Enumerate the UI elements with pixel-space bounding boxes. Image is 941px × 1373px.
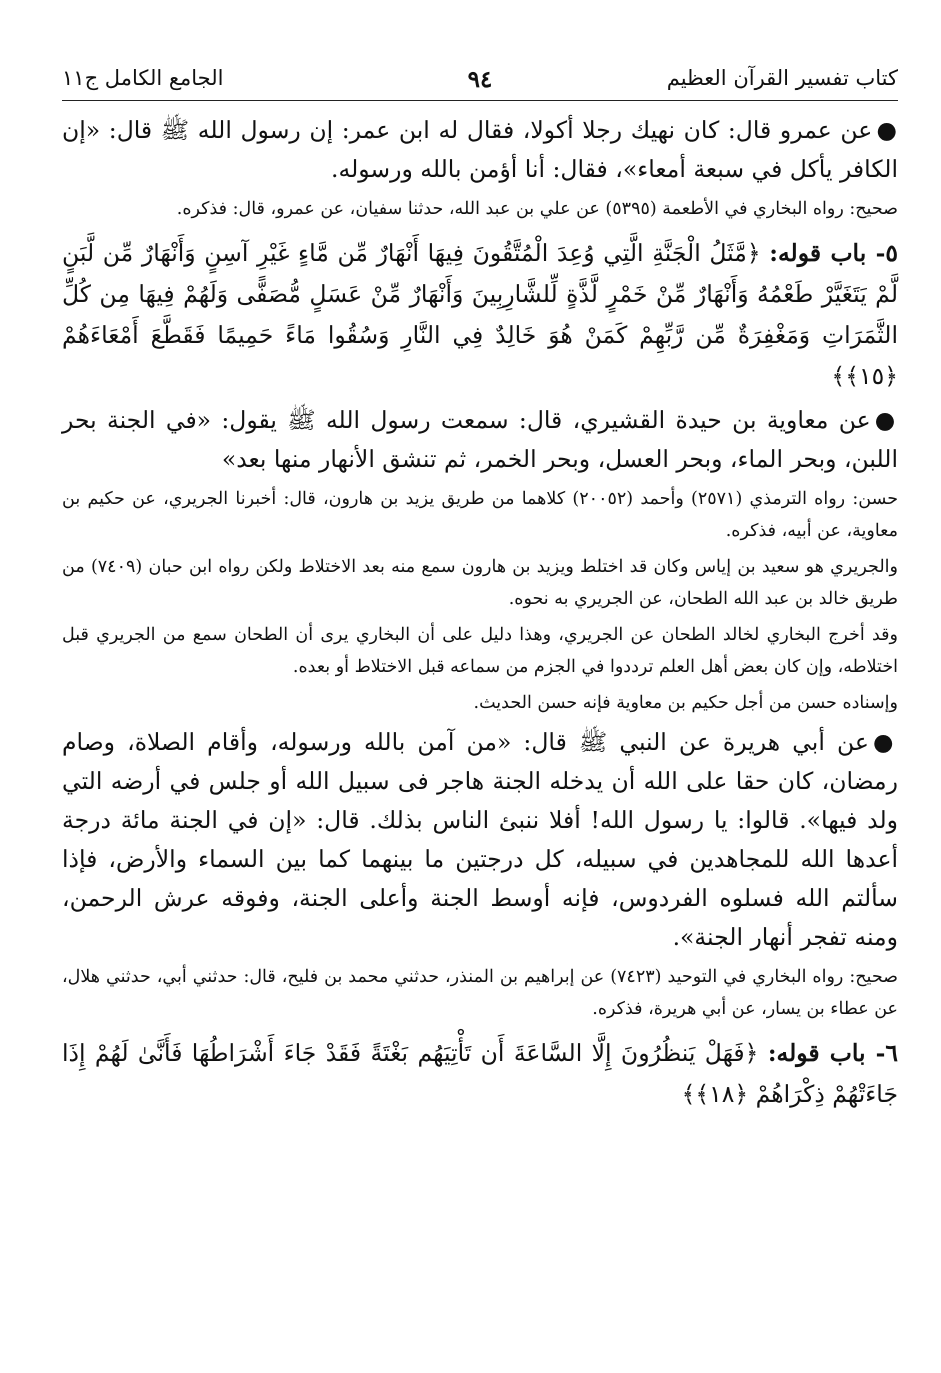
chapter-6-verse: ﴿فَهَلْ يَنظُرُونَ إِلَّا السَّاعَةَ أَن تَأْتِيَهُم بَغْتَةً فَقَدْ جَاءَ أَشْرَاطُهَا فَأَنَّىٰ لَهُمْ إِذَا جَاءَتْهُمْ ذِكْرَاهُمْ ﴿١٨﴾﴾ [62,1039,898,1108]
bullet-icon: ● [872,728,898,756]
page-number: ٩٤ [467,66,493,93]
hadith-2-text: عن معاوية بن حيدة القشيري، قال: سمعت رسول الله ﷺ يقول: «في الجنة بحر اللبن، وبحر الماء، وبحر العسل، وبحر الخمر، ثم تنشق الأنهار منها بعد» [62,406,898,473]
chapter-5-verse: ﴿مَّثَلُ الْجَنَّةِ الَّتِي وُعِدَ الْمُتَّقُونَ فِيهَا أَنْهَارٌ مِّن مَّاءٍ غَيْرِ آسِنٍ وَأَنْهَارٌ مِّن لَّبَنٍ لَّمْ يَتَغَيَّرْ طَعْمُهُ وَأَنْهَارٌ مِّنْ خَمْرٍ لَّذَّةٍ لِّلشَّارِبِينَ وَأَنْهَارٌ مِّنْ عَسَلٍ مُّصَفًّى وَلَهُمْ فِيهَا مِن كُلِّ الثَّمَرَاتِ وَمَغْفِرَةٌ مِّن رَّبِّهِمْ كَمَنْ هُوَ خَالِدٌ فِي النَّارِ وَسُقُوا مَاءً حَمِيمًا فَقَطَّعَ أَمْعَاءَهُمْ ﴿١٥﴾﴾ [62,239,898,390]
page-header [62,60,898,101]
hadith-3-text: عن أبي هريرة عن النبي ﷺ قال: «من آمن بالله ورسوله، وأقام الصلاة، وصام رمضان، كان حقا على الله أن يدخله الجنة هاجر فى سبيل الله أو جلس في أرضه التي ولد فيها». قالوا: يا رسول الله! أفلا ننبئ الناس بذلك. قال: «إن في الجنة مائة درجة أعدها الله للمجاهدين في سبيله، كل درجتين ما بينهما كما بين السماء والأرض، فإذا سألتم الله فسلوه الفردوس، فإنه أوسط الجنة وأعلى الجنة، وفوقه عرش الرحمن، ومنه تفجر أنهار الجنة». [62,728,898,951]
chapter-5-label: ٥- باب قوله: [769,239,898,267]
book-page [62,60,898,1115]
hadith-1 [62,111,898,189]
chapter-6 [62,1033,898,1115]
takhrij-3: والجريري هو سعيد بن إياس وكان قد اختلط ويزيد بن هارون سمع منه بعد الاختلاط ولكن رواه ابن حبان (٧٤٠٩) من طريق خالد بن عبد الله الطحان، عن الجريري به نحوه. [62,557,898,609]
takhrij-6: صحيح: رواه البخاري في التوحيد (٧٤٢٣) عن إبراهيم بن المنذر، حدثني محمد بن فليح، قال: حدثني أبي، حدثني هلال، عن عطاء بن يسار، عن أبي هريرة، فذكره. [62,967,898,1019]
hadith-2 [62,401,898,479]
hadith-3 [62,723,898,957]
chapter-6-label: ٦- باب قوله: [767,1039,899,1067]
bullet-icon: ● [876,116,898,144]
takhrij-1: صحيح: رواه البخاري في الأطعمة (٥٣٩٥) عن علي بن عبد الله، حدثنا سفيان، عن عمرو، قال: فذكره. [176,199,898,219]
volume-label: الجامع الكامل ج١١ [62,66,224,90]
takhrij-4: وقد أخرج البخاري لخالد الطحان عن الجريري، وهذا دليل على أن البخاري يرى أن الطحان سمع من الجريري قبل اختلاطه، وإن كان بعض أهل العلم ترددوا في الجزم من سماعه قبل الاختلاط أو بعده. [62,625,898,677]
book-title: كتاب تفسير القرآن العظيم [666,66,898,90]
takhrij-5: وإسناده حسن من أجل حكيم بن معاوية فإنه حسن الحديث. [473,693,898,713]
hadith-1-text: عن عمرو قال: كان نهيك رجلا أكولا، فقال له ابن عمر: إن رسول الله ﷺ قال: «إن الكافر يأكل في سبعة أمعاء»، فقال: أنا أؤمن بالله ورسوله. [62,116,898,183]
takhrij-2: حسن: رواه الترمذي (٢٥٧١) وأحمد (٢٠٠٥٢) كلاهما من طريق يزيد بن هارون، قال: أخبرنا الجريري، عن حكيم بن معاوية، عن أبيه، فذكره. [62,489,899,541]
page-content [62,101,898,1115]
chapter-5 [62,233,898,397]
bullet-icon: ● [874,406,898,434]
